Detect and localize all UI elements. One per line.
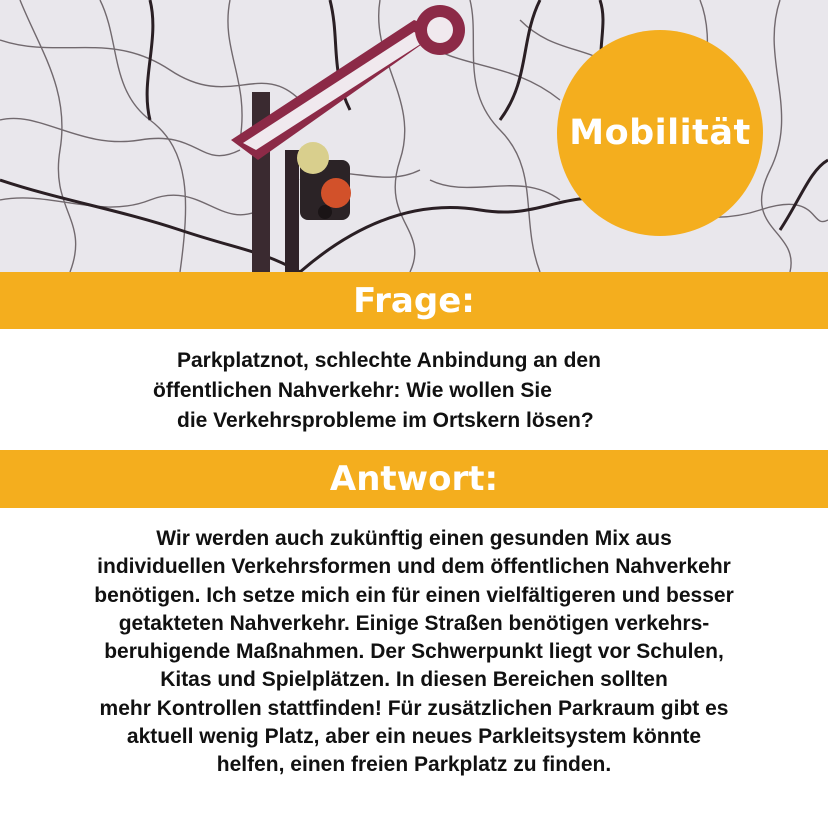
- answer-heading: Antwort:: [329, 459, 499, 499]
- question-line: die Verkehrsprobleme im Ortskern lösen?: [177, 409, 594, 432]
- answer-heading-band: [0, 450, 828, 508]
- answer-line: aktuell wenig Platz, aber ein neues Parkleitsystem könnte: [126, 725, 702, 749]
- question-heading: Frage:: [353, 280, 475, 321]
- answer-line: helfen, einen freien Parkplatz zu finden.: [216, 753, 612, 777]
- answer-line: Kitas und Spielplätzen. In diesen Bereichen sollten: [160, 668, 668, 692]
- answer-line: mehr Kontrollen stattfinden! Für zusätzlichen Parkraum gibt es: [99, 696, 729, 720]
- answer-line: getakteten Nahverkehr. Einige Straßen benötigen verkehrs-: [118, 611, 710, 635]
- question-line: öffentlichen Nahverkehr: Wie wollen Sie: [153, 379, 552, 402]
- answer-line: individuellen Verkehrsformen und dem öffentlichen Nahverkehr: [97, 555, 731, 579]
- topic-badge: [557, 30, 763, 236]
- question-heading-band: [0, 272, 828, 329]
- question-line: Parkplatznot, schlechte Anbindung an den: [177, 349, 601, 372]
- answer-line: beruhigende Maßnahmen. Der Schwerpunkt liegt vor Schulen,: [104, 640, 724, 664]
- topic-badge-label: Mobilität: [569, 113, 751, 153]
- answer-text: [0, 525, 828, 780]
- answer-line: benötigen. Ich setze mich ein für einen vielfältigeren und besser: [94, 583, 734, 607]
- answer-line: Wir werden auch zukünftig einen gesunden Mix aus: [156, 527, 672, 550]
- hero-photo: [0, 0, 828, 272]
